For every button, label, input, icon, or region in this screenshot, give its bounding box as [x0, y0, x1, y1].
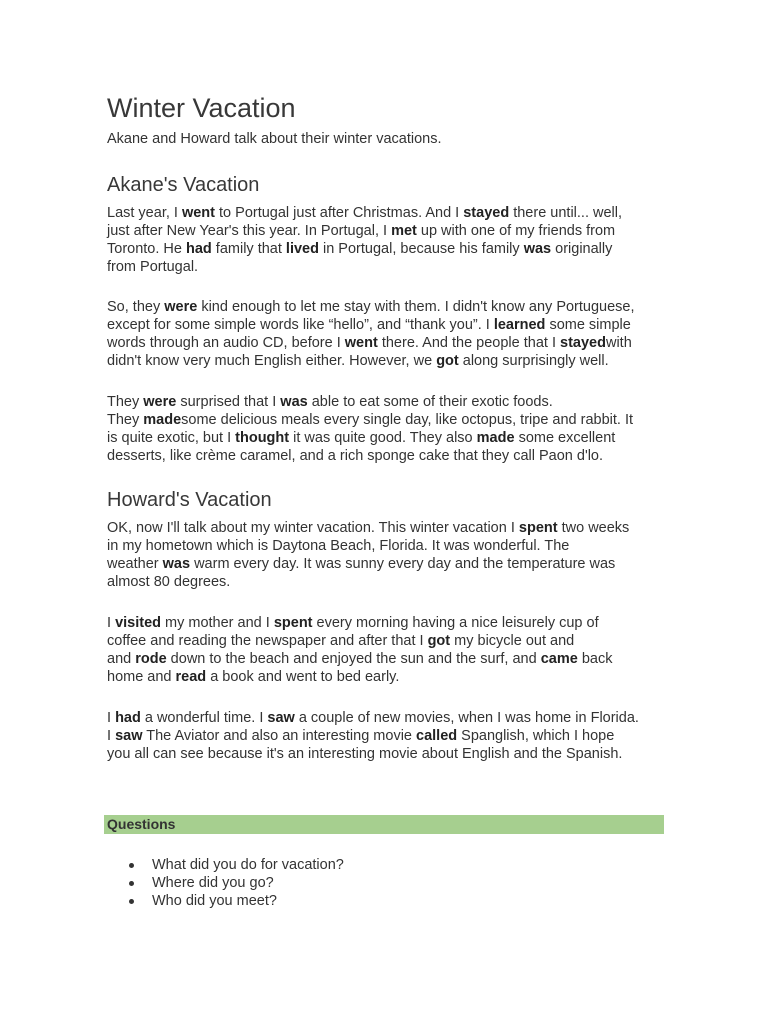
bold-verb: had [186, 241, 212, 257]
howard-paragraph-3 [107, 709, 677, 763]
paragraph-line [107, 650, 677, 668]
text-run: in my hometown which is Daytona Beach, Florida. It was wonderful. The [107, 538, 570, 554]
text-run: Spanglish, which I hope [457, 728, 615, 744]
paragraph-line [107, 709, 677, 727]
text-run: home and [107, 669, 176, 685]
paragraph-line [107, 393, 677, 411]
text-run: and [107, 651, 136, 667]
bold-verb: lived [285, 241, 319, 257]
text-run: some excellent [514, 430, 616, 446]
paragraph-line [107, 334, 677, 352]
question-text: Who did you meet? [152, 893, 277, 909]
bold-verb: were [143, 394, 177, 410]
bold-verb: stayed [463, 205, 510, 221]
paragraph-line [107, 447, 677, 465]
question-item [129, 874, 344, 892]
paragraph-line [107, 352, 677, 370]
bold-verb: thought [235, 430, 290, 446]
bold-verb: rode [135, 651, 167, 667]
bold-verb: saw [115, 728, 143, 744]
question-text: Where did you go? [152, 875, 274, 891]
text-run: Last year, I [107, 205, 182, 221]
text-run: except for some simple words like “hello”, and “thank you”. I [107, 317, 494, 333]
bold-verb: came [540, 651, 578, 667]
bold-verb: spent [273, 615, 313, 631]
bullet-icon [129, 881, 134, 886]
text-run: desserts, like crème caramel, and a rich sponge cake that they call Paon d'lo. [107, 448, 604, 464]
section-heading-akane: Akane's Vacation [107, 174, 260, 196]
text-run: is quite exotic, but I [107, 430, 236, 446]
text-run: I [107, 710, 116, 726]
text-run: The Aviator and also an interesting movie [142, 728, 417, 744]
text-run: there until... well, [509, 205, 623, 221]
bold-verb: called [416, 728, 458, 744]
paragraph-line [107, 727, 677, 745]
paragraph-line [107, 573, 677, 591]
text-run: I [107, 728, 116, 744]
text-run: I [107, 615, 116, 631]
text-run: able to eat some of their exotic foods. [307, 394, 553, 410]
bold-verb: stayed [560, 335, 606, 351]
paragraph-line [107, 614, 677, 632]
questions-heading: Questions [107, 816, 176, 832]
text-run: warm every day. It was sunny every day and the temperature was [190, 556, 616, 572]
bold-verb: read [175, 669, 207, 685]
question-item [129, 892, 344, 910]
text-run: They [107, 412, 144, 428]
text-run: family that [211, 241, 286, 257]
text-run: every morning having a nice leisurely cup of [312, 615, 599, 631]
text-run: back [577, 651, 613, 667]
question-text: What did you do for vacation? [152, 857, 344, 873]
bold-verb: was [280, 394, 308, 410]
question-item [129, 856, 344, 874]
paragraph-line [107, 298, 677, 316]
paragraph-line [107, 316, 677, 334]
text-run: a book and went to bed early. [206, 669, 400, 685]
bold-verb: met [391, 223, 417, 239]
text-run: weather [107, 556, 163, 572]
paragraph-line [107, 429, 677, 447]
bold-verb: were [164, 299, 198, 315]
paragraph-line [107, 519, 677, 537]
bold-verb: had [115, 710, 141, 726]
text-run: along surprisingly well. [458, 353, 609, 369]
paragraph-line [107, 204, 677, 222]
paragraph-line [107, 537, 677, 555]
text-run: to Portugal just after Christmas. And I [215, 205, 464, 221]
text-run: words through an audio CD, before I [107, 335, 345, 351]
text-run: didn't know very much English either. However, we [107, 353, 437, 369]
howard-paragraph-2 [107, 614, 677, 686]
text-run: originally [551, 241, 613, 257]
text-run: my mother and I [161, 615, 274, 631]
bold-verb: made [143, 412, 182, 428]
text-run: from Portugal. [107, 259, 199, 275]
text-run: surprised that I [176, 394, 281, 410]
text-run: They [107, 394, 144, 410]
text-run: with [605, 335, 632, 351]
text-run: So, they [107, 299, 165, 315]
text-run: kind enough to let me stay with them. I didn't know any Portuguese, [197, 299, 635, 315]
page-title: Winter Vacation [107, 93, 296, 123]
text-run: a couple of new movies, when I was home in Florida. [294, 710, 639, 726]
bold-verb: made [476, 430, 515, 446]
paragraph-line [107, 632, 677, 650]
text-run: some delicious meals every single day, like octopus, tripe and rabbit. It [181, 412, 634, 428]
bold-verb: spent [518, 520, 558, 536]
section-heading-howard: Howard's Vacation [107, 489, 272, 511]
text-run: some simple [545, 317, 631, 333]
bold-verb: was [162, 556, 191, 572]
paragraph-line [107, 411, 677, 429]
howard-paragraph-1 [107, 519, 677, 591]
text-run: up with one of my friends from [416, 223, 616, 239]
text-run: a wonderful time. I [140, 710, 268, 726]
text-run: it was quite good. They also [289, 430, 477, 446]
paragraph-line [107, 240, 677, 258]
bold-verb: got [427, 633, 451, 649]
bold-verb: saw [267, 710, 295, 726]
bold-verb: learned [493, 317, 546, 333]
text-run: almost 80 degrees. [107, 574, 231, 590]
questions-header-bar [104, 815, 664, 834]
text-run: in Portugal, because his family [318, 241, 524, 257]
text-run: two weeks [557, 520, 630, 536]
paragraph-line [107, 745, 677, 763]
bullet-icon [129, 899, 134, 904]
bold-verb: got [436, 353, 459, 369]
akane-paragraph-3 [107, 393, 677, 465]
questions-list [129, 856, 344, 910]
akane-paragraph-2 [107, 298, 677, 370]
text-run: just after New Year's this year. In Portugal, I [107, 223, 392, 239]
text-run: coffee and reading the newspaper and after that I [107, 633, 428, 649]
paragraph-line [107, 668, 677, 686]
paragraph-line [107, 222, 677, 240]
text-run: my bicycle out and [450, 633, 575, 649]
bold-verb: visited [115, 615, 161, 631]
text-run: there. And the people that I [377, 335, 561, 351]
bold-verb: went [181, 205, 215, 221]
bold-verb: went [344, 335, 378, 351]
text-run: Toronto. He [107, 241, 186, 257]
bullet-icon [129, 863, 134, 868]
page-subtitle: Akane and Howard talk about their winter vacations. [107, 131, 442, 147]
text-run: down to the beach and enjoyed the sun and the surf, and [166, 651, 541, 667]
text-run: OK, now I'll talk about my winter vacation. This winter vacation I [107, 520, 519, 536]
bold-verb: was [523, 241, 552, 257]
text-run: you all can see because it's an interesting movie about English and the Spanish. [107, 746, 623, 762]
akane-paragraph-1 [107, 204, 677, 276]
paragraph-line [107, 555, 677, 573]
paragraph-line [107, 258, 677, 276]
